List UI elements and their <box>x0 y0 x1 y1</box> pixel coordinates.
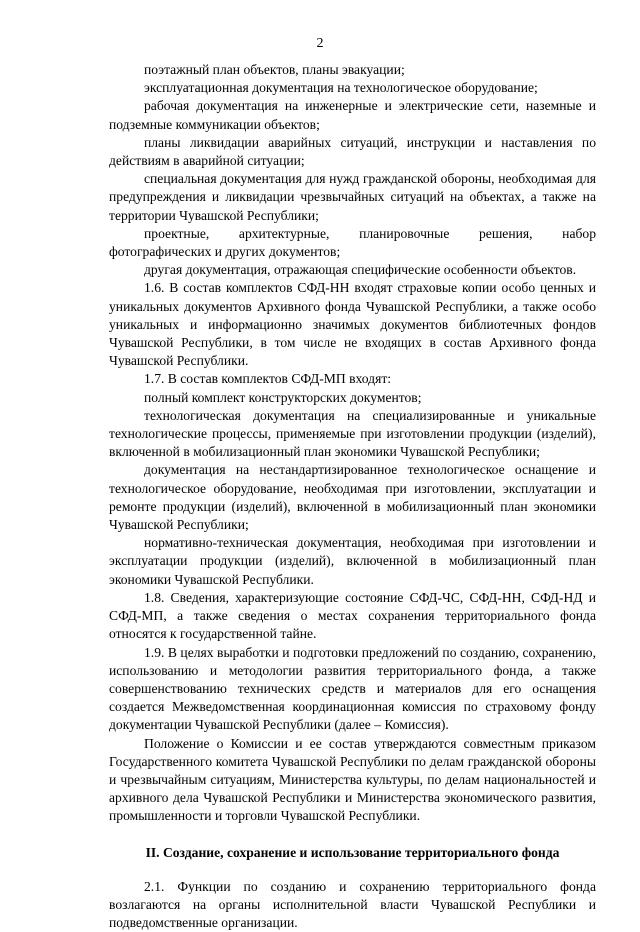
paragraph: проектные, архитектурные, планировочные решения, набор фотографических и других документов; <box>109 225 596 260</box>
paragraph: рабочая документация на инженерные и электрические сети, наземные и подземные коммуникации объектов; <box>109 98 596 132</box>
paragraph: Положение о Комиссии и ее состав утверждаются совместным приказом Государственного комитета Чувашской Республики по делам гражданской обороны и чрезвычайным ситуациям, Министерства культуры, по делам национальностей и архивного дела Чувашской Республики и Министерства экономического развития, промышленности и торговли Чувашской Республики. <box>109 735 596 824</box>
paragraph: 1.7. В состав комплектов СФД-МП входят: <box>144 371 392 387</box>
paragraph: 2.1. Функции по созданию и сохранению территориального фонда возлагаются на органы исполнительной власти Чувашской Республики и подведомственные организации. <box>109 878 596 930</box>
paragraph: документация на нестандартизированное технологическое оснащение и технологическое оборудование, необходимая при изготовлении, эксплуатации и ремонте продукции (изделий), включенной в мобилизационный план экономики Чувашской Республики; <box>109 462 596 533</box>
paragraph: 1.9. В целях выработки и подготовки предложений по созданию, сохранению, использованию и методологии развития территориального фонда, а также совершенствованию технических средств и материалов для его оснащения создается Межведомственная координационная комиссия по страховому фонду документации Чувашской Республики (далее – Комиссия). <box>109 644 596 733</box>
paragraph: полный комплект конструкторских документов; <box>144 389 422 405</box>
paragraph: другая документация, отражающая специфические особенности объектов. <box>144 262 577 278</box>
paragraph: планы ликвидации аварийных ситуаций, инструкции и наставления по действиям в аварийной ситуации; <box>109 134 596 169</box>
paragraph: нормативно-техническая документация, необходимая при изготовлении и эксплуатации продукции (изделий), включенной в мобилизационный план экономики Чувашской Республики. <box>109 535 596 587</box>
paragraph: поэтажный план объектов, планы эвакуации; <box>144 62 405 77</box>
paragraph: эксплуатационная документация на технологическое оборудование; <box>144 80 538 96</box>
page-number: 2 <box>316 36 324 51</box>
section-heading: II. Создание, сохранение и использование территориального фонда <box>145 844 560 860</box>
document-body <box>109 61 596 932</box>
paragraph: 1.6. В состав комплектов СФД-НН входят страховые копии особо ценных и уникальных документов Архивного фонда Чувашской Республики, а также особо уникальных и информационно значимых документов библиотечных фондов Чувашской Республики, в том числе не входящих в состав Архивного фонда Чувашской Республики. <box>109 280 596 369</box>
paragraph: 1.8. Сведения, характеризующие состояние СФД-ЧС, СФД-НН, СФД-НД и СФД-МП, а также сведения о местах сохранения территориального фонда относятся к государственной тайне. <box>109 589 596 642</box>
paragraph: специальная документация для нужд гражданской обороны, необходимая для предупреждения и ликвидации чрезвычайных ситуаций на объектах, а также на территории Чувашской Республики; <box>109 171 596 223</box>
paragraph: технологическая документация на специализированные и уникальные технологические процессы, применяемые при изготовлении продукции (изделий), включенной в мобилизационный план экономики Чувашской Республики; <box>109 407 596 460</box>
